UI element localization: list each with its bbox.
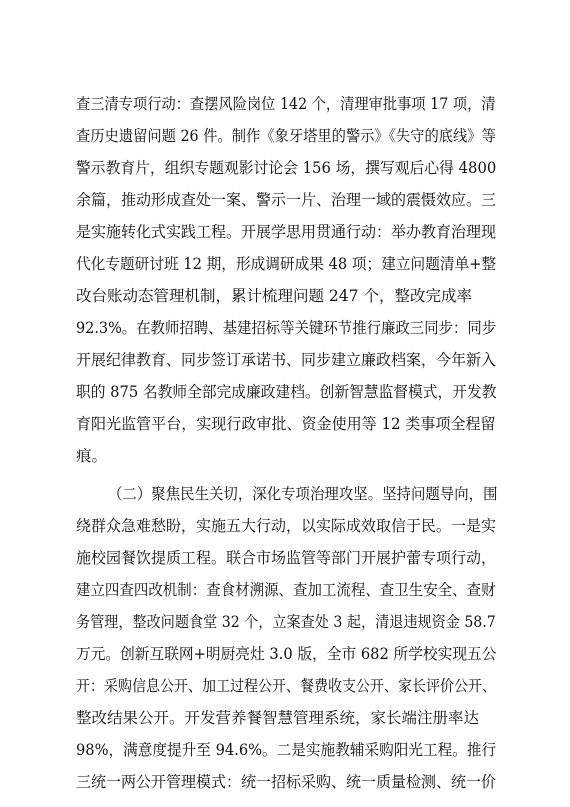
text-line: 查三清专项行动：查摆风险岗位 142 个，清理审批事项 17 项，清 bbox=[76, 95, 496, 113]
text-line: 三统一两公开管理模式：统一招标采购、统一质量检测、统一价 bbox=[76, 773, 497, 791]
text-line: 整改结果公开。开发营养餐智慧管理系统，家长端注册率达 bbox=[76, 709, 480, 727]
text-line: 98%，满意度提升至 94.6%。二是实施教辅采购阳光工程。推行 bbox=[76, 741, 497, 759]
text-line: 警示教育片，组织专题观影讨论会 156 场，撰写观后心得 4800 bbox=[76, 159, 497, 177]
text-line: 余篇，推动形成查处一案、警示一片、治理一域的震慑效应。三 bbox=[76, 191, 497, 209]
text-line: 绕群众急难愁盼，实施五大行动，以实际成效取信于民。一是实 bbox=[76, 517, 497, 535]
text-line: 开展纪律教育、同步签订承诺书、同步建立廉政档案，今年新入 bbox=[76, 351, 497, 369]
text-line: 开：采购信息公开、加工过程公开、餐费收支公开、家长评价公开、 bbox=[76, 677, 497, 695]
text-line: 万元。创新互联网+明厨亮灶 3.0 版，全市 682 所学校实现五公 bbox=[76, 645, 497, 663]
text-line: 改台账动态管理机制，累计梳理问题 247 个，整改完成率 bbox=[76, 287, 472, 305]
text-line: 务管理，整改问题食堂 32 个，立案查处 3 起，清退违规资金 58.7 bbox=[76, 613, 496, 631]
section-heading-line: （二）聚焦民生关切，深化专项治理攻坚。坚持问题导向，围 bbox=[108, 485, 498, 503]
text-line: 施校园餐饮提质工程。联合市场监管等部门开展护蕾专项行动， bbox=[76, 549, 497, 567]
text-line: 职的 875 名教师全部完成廉政建档。创新智慧监督模式，开发教 bbox=[76, 383, 497, 401]
text-line: 是实施转化式实践工程。开展学思用贯通行动：举办教育治理现 bbox=[76, 223, 497, 241]
text-line: 痕。 bbox=[76, 447, 108, 465]
text-line: 代化专题研讨班 12 期，形成调研成果 48 项；建立问题清单+整 bbox=[76, 255, 497, 273]
text-line: 建立四查四改机制：查食材溯源、查加工流程、查卫生安全、查财 bbox=[76, 581, 496, 599]
text-line: 查历史遗留问题 26 件。制作《象牙塔里的警示》《失守的底线》等 bbox=[76, 127, 496, 145]
text-line: 92.3%。在教师招聘、基建招标等关键环节推行廉政三同步：同步 bbox=[76, 319, 497, 337]
text-line: 育阳光监管平台，实现行政审批、资金使用等 12 类事项全程留 bbox=[76, 415, 496, 433]
